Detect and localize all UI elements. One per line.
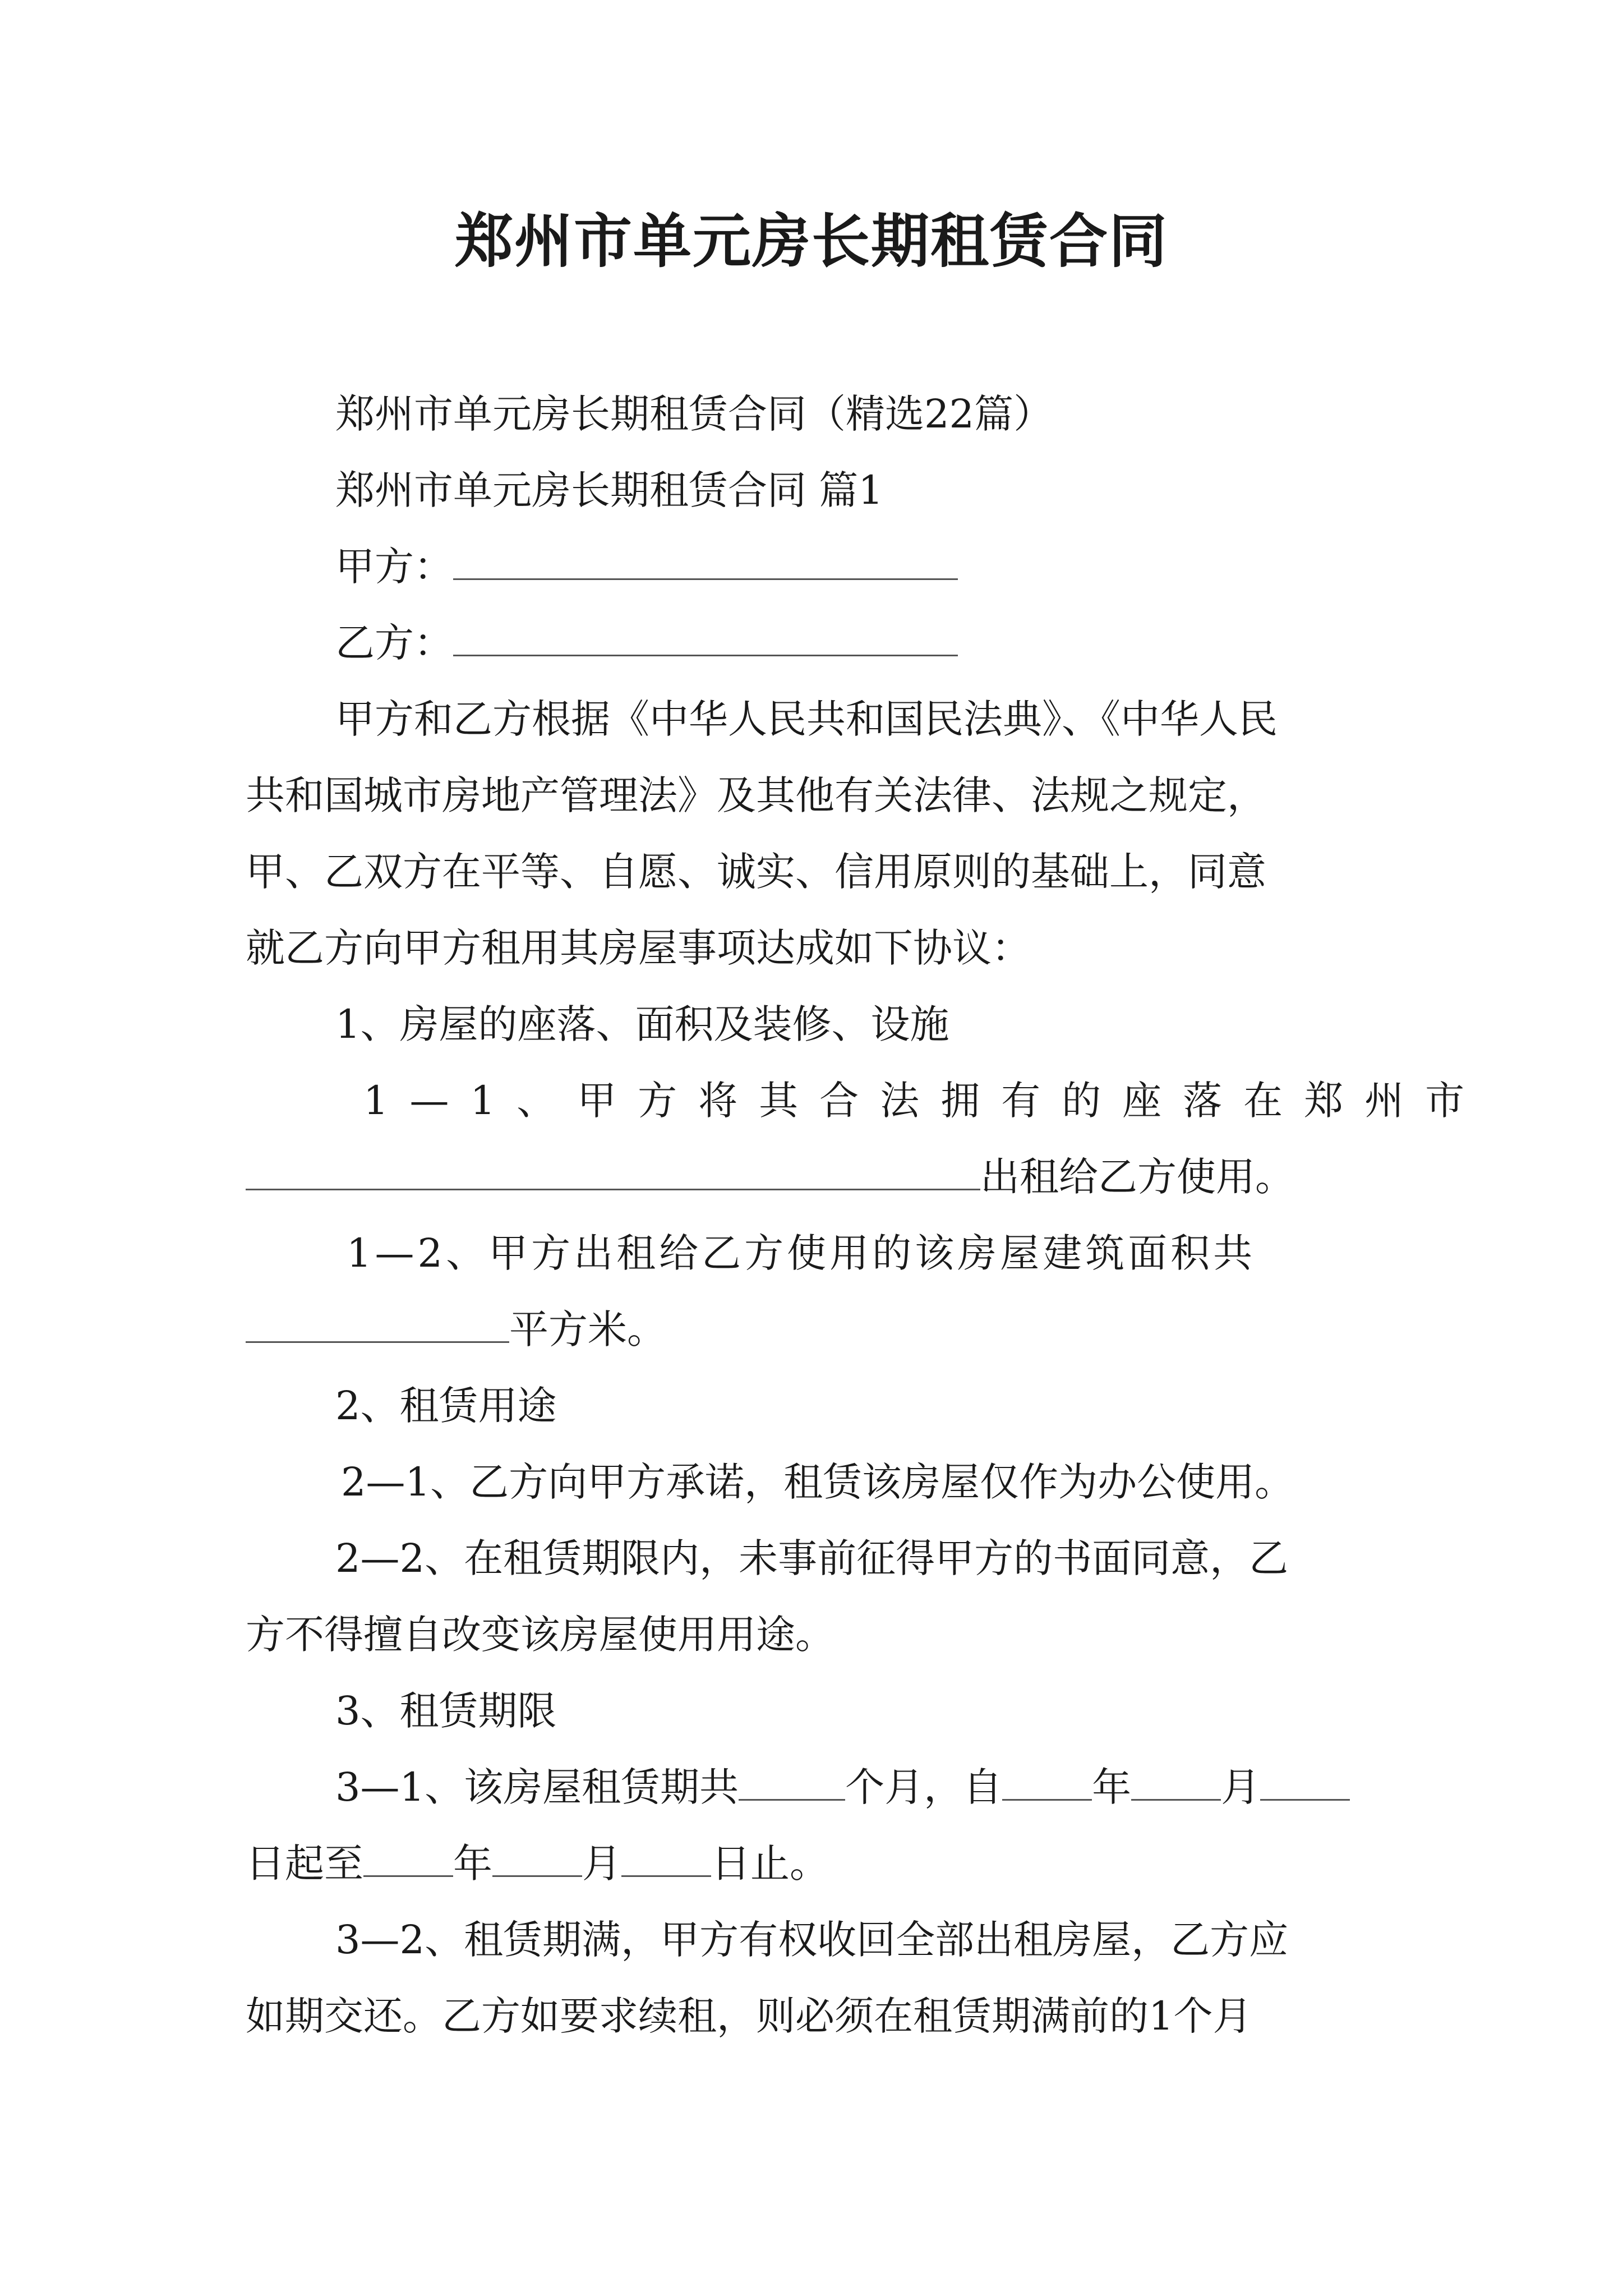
clause-3-1-text: 个月，自 [845, 1764, 1003, 1810]
document-body [246, 376, 1486, 2054]
clause-3-1-text: 日起至 [246, 1841, 363, 1887]
clause-3-1-line2 [246, 1825, 1378, 1902]
clause-1-1-line2 [246, 1139, 1378, 1215]
party-b-label: 乙方： [335, 620, 453, 666]
clause-2-1: 2—1、乙方向甲方承诺，租赁该房屋仅作为办公使用。 [341, 1459, 1294, 1505]
end-month-blank [492, 1840, 582, 1877]
location-blank [246, 1153, 980, 1190]
party-b-line [246, 605, 1378, 681]
months-blank [739, 1764, 845, 1801]
clause-3-1-line1 [246, 1749, 1378, 1825]
section-1-heading: 1、房屋的座落、面积及装修、设施 [335, 1001, 949, 1047]
clause-3-1-text: 年 [453, 1841, 492, 1887]
clause-1-2-tail: 平方米。 [509, 1306, 666, 1352]
clause-1-1-tail: 出租给乙方使用。 [980, 1154, 1294, 1200]
start-day-blank [1260, 1764, 1350, 1801]
clause-3-1-text: 月 [582, 1841, 621, 1887]
party-a-label: 甲方： [335, 544, 453, 590]
party-b-blank [453, 619, 958, 656]
clause-1-2-line2 [246, 1291, 1378, 1368]
document-title: 郑州市单元房长期租赁合同 [454, 206, 1168, 275]
clause-1-1-line1 [246, 1062, 1486, 1139]
clause-2-2-line2: 方不得擅自改变该房屋使用用途。 [246, 1612, 834, 1658]
end-day-blank [621, 1840, 711, 1877]
clause-3-1-text: 3—1、该房屋租赁期共 [335, 1764, 739, 1810]
end-year-blank [363, 1840, 453, 1877]
clause-3-2-line1: 3—2、租赁期满，甲方有权收回全部出租房屋，乙方应 [335, 1917, 1289, 1963]
intro-paragraph-line: 就乙方向甲方租用其房屋事项达成如下协议： [246, 925, 1031, 971]
party-a-line [246, 528, 1378, 605]
clause-1-2-line1: 1—2、甲方出租给乙方使用的该房屋建筑面积共 [347, 1230, 1256, 1276]
section-heading: 郑州市单元房长期租赁合同 篇1 [335, 467, 883, 513]
section-3-heading: 3、租赁期限 [335, 1688, 557, 1734]
start-year-blank [1002, 1764, 1092, 1801]
intro-paragraph-line: 共和国城市房地产管理法》及其他有关法律、法规之规定， [246, 772, 1266, 818]
section-2-heading: 2、租赁用途 [335, 1383, 557, 1429]
party-a-blank [453, 543, 958, 580]
clause-2-2-line1: 2—2、在租赁期限内，未事前征得甲方的书面同意，乙 [335, 1535, 1289, 1581]
subtitle: 郑州市单元房长期租赁合同（精选22篇） [335, 391, 1053, 437]
clause-1-1-text: 1—1、甲方将其合法拥有的座落在郑州市 [363, 1078, 1486, 1124]
clause-3-2-line2: 如期交还。乙方如要求续租，则必须在租赁期满前的1个月 [246, 1993, 1252, 2039]
clause-3-1-text: 年 [1092, 1764, 1132, 1810]
area-blank [246, 1306, 509, 1343]
start-month-blank [1131, 1764, 1221, 1801]
intro-paragraph-line: 甲、乙双方在平等、自愿、诚实、信用原则的基础上，同意 [246, 849, 1266, 895]
intro-paragraph-line: 甲方和乙方根据《中华人民共和国民法典》、《中华人民 [335, 696, 1278, 742]
clause-3-1-text: 日止。 [711, 1841, 829, 1887]
clause-3-1-text: 月 [1221, 1764, 1261, 1810]
